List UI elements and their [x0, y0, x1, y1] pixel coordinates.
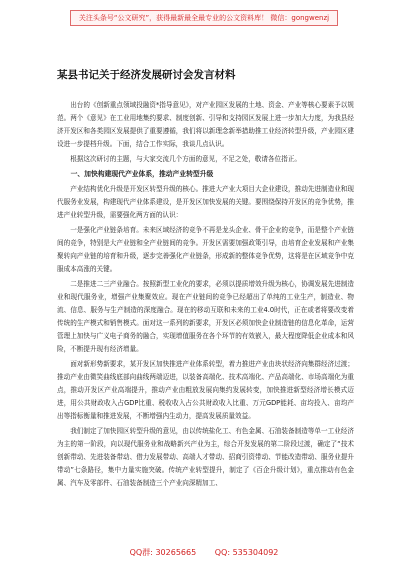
footer-qq-group: QQ群: 30265665	[129, 548, 197, 557]
document-title: 某县书记关于经济发展研讨会发言材料	[57, 69, 236, 81]
section-heading: 一、加快构建现代产业体系，推动产业转型升级	[70, 170, 214, 178]
promo-banner-text: 关注头条号“公文研究”，获得最新最全最专业的公文资料库！ 微信：gongwenzj	[78, 14, 330, 22]
body-paragraph: 产业结构优化升级是开发区转型升级的核心。推进大产业大项目大企业建设，推动先进制造业和现代服务业发展，构建现代产业体系建设，是开发区加快发展的关键。要围绕保持开发区的竞争优势，推进产业转型升级，需要强化两方面的认识：	[57, 185, 354, 219]
document-body	[57, 99, 354, 492]
body-paragraph: 一是强化产业链条培育。未来区域经济的竞争不再是龙头企业、骨干企业的竞争，而是整个产业链间的竞争，特别是大产业链和全产业链间的竞争。开发区需要加强政策引导，由培育企业发展和产业集聚转向产业链的培育和升级，逐步完善强化产业链条，形成新的整体竞争优势，这将是在区域竞争中克服成本高涨的关键。	[57, 226, 354, 273]
footer-contact	[0, 547, 408, 558]
body-paragraph: 出台的《创新重点领域投融资*指导意见》，对产业园区发展的土地、资金、产业等核心要素予以规范。两个《意见》在工业用地集约要求、制度创新、引导和支持园区发展上进一步加大力度，为我县经济开发区和各类园区发展提供了重要遵循，我们将以新理念新举措助推工业经济转型升级，产业园区建设进一步提档升级。下面，结合工作实际，我谈几点认识。	[57, 101, 354, 148]
footer-qq: QQ: 535304092	[214, 548, 279, 557]
body-paragraph: 根据这次研讨的主题，与大家交流几个方面的意见，不足之处，敬请各位指正。	[70, 155, 301, 163]
body-paragraph: 面对新形势新要求，某开发区加快推进产业体系转型，着力推进产业由块状经济向集群经济过渡；推动产业由微笑曲线底部向曲线两端迈进，以装备高端化、技术高端化、产品高端化、市场高端化为重点，推动开发区产业高端提升，推动产业由粗放发展向集约发展转变，加快推进新型经济增长模式迈进，用公共财政收入占GDP比重、税收收入占公共财政收入比重、万元GDP能耗、亩均投入、亩均产出等指标衡量和推进发展，不断增强内生动力，提高发展质量效益。	[57, 360, 354, 420]
promo-banner	[70, 10, 338, 26]
body-paragraph: 二是推进二三产业融合。按照新型工业化的要求，必须以提质增效升级为核心，协调发展先进制造业和现代服务业，增强产业集聚效应。现在产业链间的竞争已经超出了单纯的工业生产，制造业、物流、信息、服务与生产制造的深度融合。现在的移动互联和未来的工业4.0时代，正在或者将要改变着传统的生产模式和销售模式。面对这一系列的新要求，开发区必须加快企业制造链的信息化革命，运营管理上加快与广义电子商务的融合，实现增值服务在各个环节的有效嵌入，最大程度降低企业成本和风险，不断提升现有经济增量。	[57, 280, 354, 353]
body-paragraph: 我们制定了加快园区转型升级的意见，由以传统盐化工、有色金属、石油装备制造等单一工业经济为主的第一阶段，向以现代服务业和战略新兴产业为主，综合开发发展的第二阶段过渡，确定了“技术创新带动、先进装备带动、借力发展带动、高端人才带动、招商引资带动、节能改造带动、服务业提升带动”七条路径，集中力量实施突破。传统产业转型提升，制定了《百企升级计划》，重点推动有色金属、汽车及零部件、石油装备制造三个产业向深精加工、	[57, 427, 354, 487]
